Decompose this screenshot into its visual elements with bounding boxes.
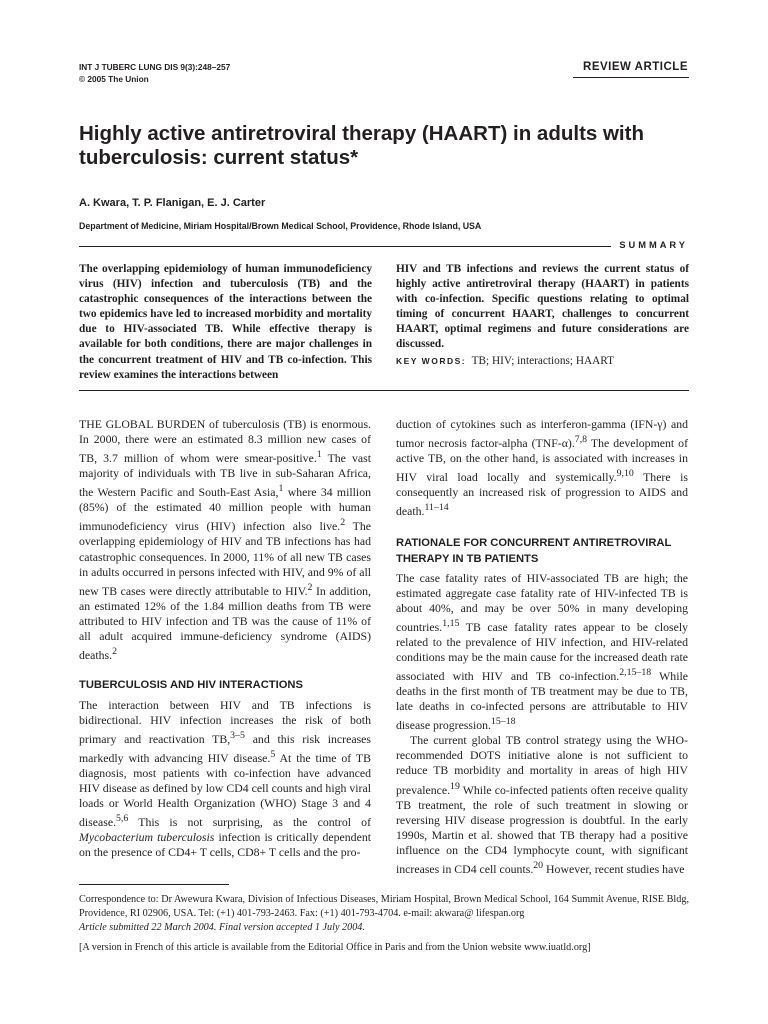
journal-citation: INT J TUBERC LUNG DIS 9(3):248–257 bbox=[79, 62, 231, 72]
citation: 19 bbox=[450, 780, 460, 792]
journal-copyright: © 2005 The Union bbox=[79, 74, 149, 84]
body-paragraph: The case fatality rates of HIV-associated TB are high; the estimated aggregate case fatality rate of HIV-infected TB is about 40%, and may be over 50% in many developing countries.$^{1,15}$ TB case fatality rates appear to be closely related to the prevalence of HIV infection, and HIV-related conditions may be the main cause for the increased death rate associated with HIV and TB co-infection.$^{2,15-18}$ While deaths in the first month of TB treatment may be due to TB, late deaths in co-infected persons are attributable to HIV disease progression.$^{15-18}$ bbox=[396, 570, 688, 733]
citation: 5 bbox=[270, 748, 276, 760]
citation: 7,8 bbox=[574, 434, 588, 446]
citation: 2 bbox=[307, 581, 313, 593]
abstract-right-column bbox=[396, 262, 689, 369]
header-rule bbox=[573, 77, 689, 78]
citation: 1 bbox=[316, 449, 322, 461]
author-affiliation: Department of Medicine, Miriam Hospital/Brown Medical School, Providence, Rhode Island, USA bbox=[79, 221, 482, 231]
citation: 9,10 bbox=[616, 468, 634, 480]
citation: 2,15–18 bbox=[619, 667, 652, 678]
article-type-label: REVIEW ARTICLE bbox=[583, 61, 688, 73]
section-heading: TUBERCULOSIS AND HIV INTERACTIONS bbox=[79, 679, 303, 692]
footnote-rule bbox=[79, 884, 229, 885]
body-left-column bbox=[79, 417, 371, 860]
citation: 15–18 bbox=[491, 716, 516, 728]
citation: 2 bbox=[112, 646, 118, 657]
body-paragraph: duction of cytokines such as interferon-gamma (IFN-γ) and tumor necrosis factor-alpha (TNF-α).$^{7,8}$ The development of active TB, on the other hand, is associated with increases in HIV viral load locally and systemically.$^{9,10}$ There is consequently an increased risk of progression to AIDS and death.$^{11-14}$ bbox=[396, 417, 688, 519]
body-paragraph: THE GLOBAL BURDEN of tuberculosis (TB) is enormous. In 2000, there were an estimated 8.3 million new cases of TB, 3.7 million of whom were smear-positive.$^1$ The vast majority of individuals with TB live in sub-Saharan Africa, the Western Pacific and South-East Asia,$^1$ where 34 million (85%) of the estimated 40 million people with human immunodeficiency virus (HIV) infection also live.$^2$ The overlapping epidemiology of HIV and TB infections has had catastrophic consequences. In 2000, 11% of all new TB cases in adults occurred in persons infected with HIV, and 9% of all new TB cases were directly attributable to HIV.$^2$ In addition, an estimated 12% of the 1.84 million deaths from TB were attributed to HIV infection and TB was the cause of 11% of all adult acquired immune-deficiency syndrome (AIDS) deaths.$^2$ bbox=[79, 417, 372, 662]
paragraph-lead-in: THE GLOBAL BURDEN bbox=[79, 417, 206, 431]
abstract-text-left: The overlapping epidemiology of human immunodeficiency virus (HIV) infection and tuberculosis (TB) and the catastrophic consequences of the interactions between the two epidemics have led to increased morbidity and mortality due to HIV-associated TB. While effective therapy is available for both conditions, there are major challenges in the concurrent treatment of HIV and TB co-infection. This review examines the interactions between bbox=[79, 263, 372, 381]
footnotes bbox=[79, 893, 689, 954]
section-heading: RATIONALE FOR CONCURRENT ANTIRETROVIRAL THERAPY IN TB PATIENTS bbox=[396, 537, 672, 565]
submission-dates: Article submitted 22 March 2004. Final version accepted 1 July 2004. bbox=[79, 922, 365, 933]
correspondence-note: Correspondence to: Dr Awewura Kwara, Division of Infectious Diseases, Miriam Hospital, Brown Medical School, 164 Summit Avenue, RISE Bldg, Providence, RI 02906, USA. Tel: (+1) 401-793-2463. Fax: (+1) 401-793-4704. e-mail: akwara@ lifespan.org bbox=[79, 894, 689, 919]
french-version-note: [A version in French of this article is available from the Editorial Office in Paris and from the Union website www.iuatld.org] bbox=[79, 941, 591, 953]
journal-header bbox=[79, 61, 230, 85]
abstract-text-right: HIV and TB infections and reviews the current status of highly active antiretroviral therapy (HAART) in patients with co-infection. Specific questions relating to optimal timing of concurrent HAART, challenges to concurrent HAART, optimal regimens and future considerations are discussed. bbox=[396, 263, 689, 351]
citation: 3–5 bbox=[230, 729, 245, 741]
author-list: A. Kwara, T. P. Flanigan, E. J. Carter bbox=[79, 197, 266, 209]
citation: 1 bbox=[278, 483, 284, 495]
keywords-list: TB; HIV; interactions; HAART bbox=[471, 354, 615, 367]
summary-heading: SUMMARY bbox=[619, 240, 688, 250]
citation: 5,6 bbox=[116, 813, 129, 825]
species-name: Mycobacterium tuberculosis bbox=[79, 830, 215, 845]
abstract-rule bbox=[79, 390, 689, 391]
citation: 11–14 bbox=[424, 502, 449, 514]
keywords-label: KEY WORDS: bbox=[396, 355, 467, 366]
abstract-left-column bbox=[79, 262, 372, 383]
citation: 1,15 bbox=[442, 617, 460, 629]
keywords bbox=[396, 354, 689, 369]
citation: 20 bbox=[533, 859, 544, 871]
body-right-column bbox=[396, 417, 688, 877]
body-paragraph: The interaction between HIV and TB infections is bidirectional. HIV infection increases the risk of both primary and reactivation TB,$^{3-5}$ and this risk increases markedly with advancing HIV disease.$^5$ At the time of TB diagnosis, most patients with co-infection have advanced HIV disease as defined by low CD4 cell counts and high viral loads or World Health Organization (WHO) Stage 3 and 4 disease.$^{5,6}$ This is not surprising, as the control of Mycobacterium tuberculosis infection is critically dependent on the presence of CD4+ T cells, CD8+ T cells and the pro- bbox=[79, 697, 371, 860]
summary-rule bbox=[79, 246, 611, 247]
body-paragraph: The current global TB control strategy using the WHO-recommended DOTS initiative alone is not sufficient to reduce TB morbidity and mortality in areas of high HIV prevalence.$^{19}$ While co-infected patients often receive quality TB treatment, the role of such treatment in slowing or reversing HIV disease progression is doubtful. In the early 1990s, Martin et al. showed that TB therapy had a positive influence on the CD4 lymphocyte count, with significant increases in CD4 cell counts.$^{20}$ However, recent studies have bbox=[396, 733, 688, 876]
article-title: Highly active antiretroviral therapy (HAART) in adults with tuberculosis: current status* bbox=[79, 122, 644, 169]
citation: 2 bbox=[340, 517, 346, 529]
